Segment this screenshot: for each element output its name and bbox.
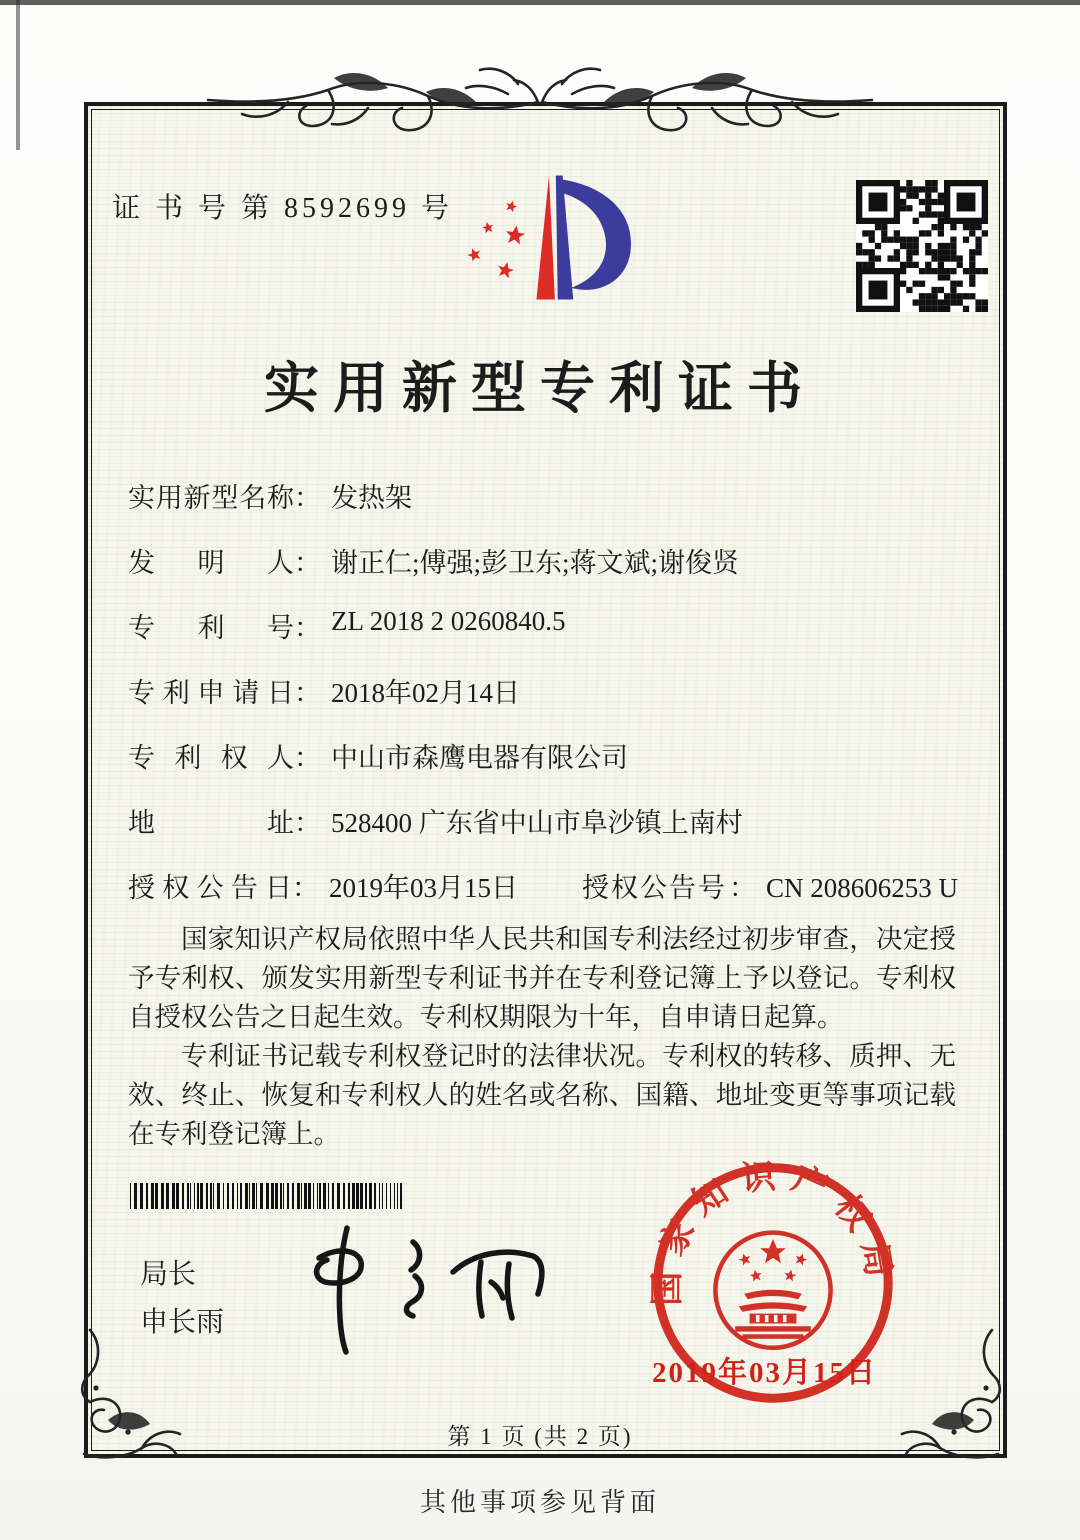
field-label: 授权公告号 [581, 873, 727, 903]
legal-paragraph-1: 国家知识产权局依照中华人民共和国专利法经过初步审查，决定授予专利权、颁发实用新型专利证书并在专利登记簿上予以登记。专利权自授权公告之日起生效。专利权期限为十年，自申请日起算。 [128, 924, 956, 1032]
field-value: 2018年02月14日 [331, 678, 520, 708]
certificate-number: 证 书 号 第 8592699 号 [112, 193, 454, 224]
back-side-note: 其他事项参见背面 [419, 1488, 660, 1517]
field-row-patent-number [128, 606, 958, 671]
field-colon: ： [294, 483, 321, 513]
field-value: ZL 2018 2 0260840.5 [331, 606, 566, 636]
field-colon: ： [291, 873, 319, 903]
field-colon: ： [294, 548, 321, 578]
field-row-patentee [128, 736, 958, 801]
corner-flourish-ornament [76, 1328, 214, 1466]
field-value: 谢正仁;傅强;彭卫东;蒋文斌;谢俊贤 [331, 548, 740, 578]
field-value: 发热架 [331, 483, 412, 513]
field-row-name [128, 476, 958, 541]
legal-text [128, 920, 956, 1154]
field-pair-grant-number [582, 866, 958, 905]
field-colon: ： [728, 873, 756, 903]
field-label: 专利号 [128, 613, 294, 643]
dragon-flourish-ornament [160, 48, 920, 160]
field-colon: ： [294, 678, 321, 708]
field-label: 发明人 [128, 548, 294, 578]
field-label: 地址 [128, 808, 294, 838]
document-title: 实用新型专利证书 [263, 358, 816, 419]
field-label: 专利权人 [128, 743, 294, 773]
signer-title: 局长 [140, 1258, 197, 1289]
national-emblem-icon [715, 1233, 830, 1348]
scan-edge-left [16, 0, 20, 150]
cnipa-patent-logo-icon [452, 160, 648, 315]
field-label: 授权公告日 [128, 873, 292, 903]
legal-paragraph-2: 专利证书记载专利权登记时的法律状况。专利权的转移、质押、无效、终止、恢复和专利权人的姓名或名称、国籍、地址变更等事项记载在专利登记簿上。 [128, 1041, 956, 1149]
field-value: 528400 广东省中山市阜沙镇上南村 [331, 808, 743, 838]
field-label: 专利申请日 [128, 678, 294, 708]
field-colon: ： [294, 613, 321, 643]
page-number: 第 1 页 (共 2 页) [447, 1424, 633, 1449]
field-row-inventors [128, 541, 958, 606]
seal-org-text: 国家知识产权局 [649, 1157, 899, 1306]
field-row-filing-date [128, 671, 958, 736]
field-label: 实用新型名称 [128, 483, 294, 513]
field-colon: ： [294, 743, 321, 773]
field-colon: ： [294, 808, 321, 838]
scan-edge-top [0, 0, 1080, 5]
field-value: 2019年03月15日 [328, 873, 518, 903]
field-value: 中山市森鹰电器有限公司 [331, 743, 628, 773]
barcode [130, 1183, 406, 1209]
signer-name: 申长雨 [140, 1306, 225, 1337]
field-row-address [128, 801, 958, 866]
field-list [128, 476, 958, 931]
qr-code [856, 180, 988, 312]
field-value: CN 208606253 U [765, 873, 958, 903]
commissioner-signature [295, 1220, 565, 1360]
seal-date: 2019年03月15日 [652, 1357, 878, 1389]
